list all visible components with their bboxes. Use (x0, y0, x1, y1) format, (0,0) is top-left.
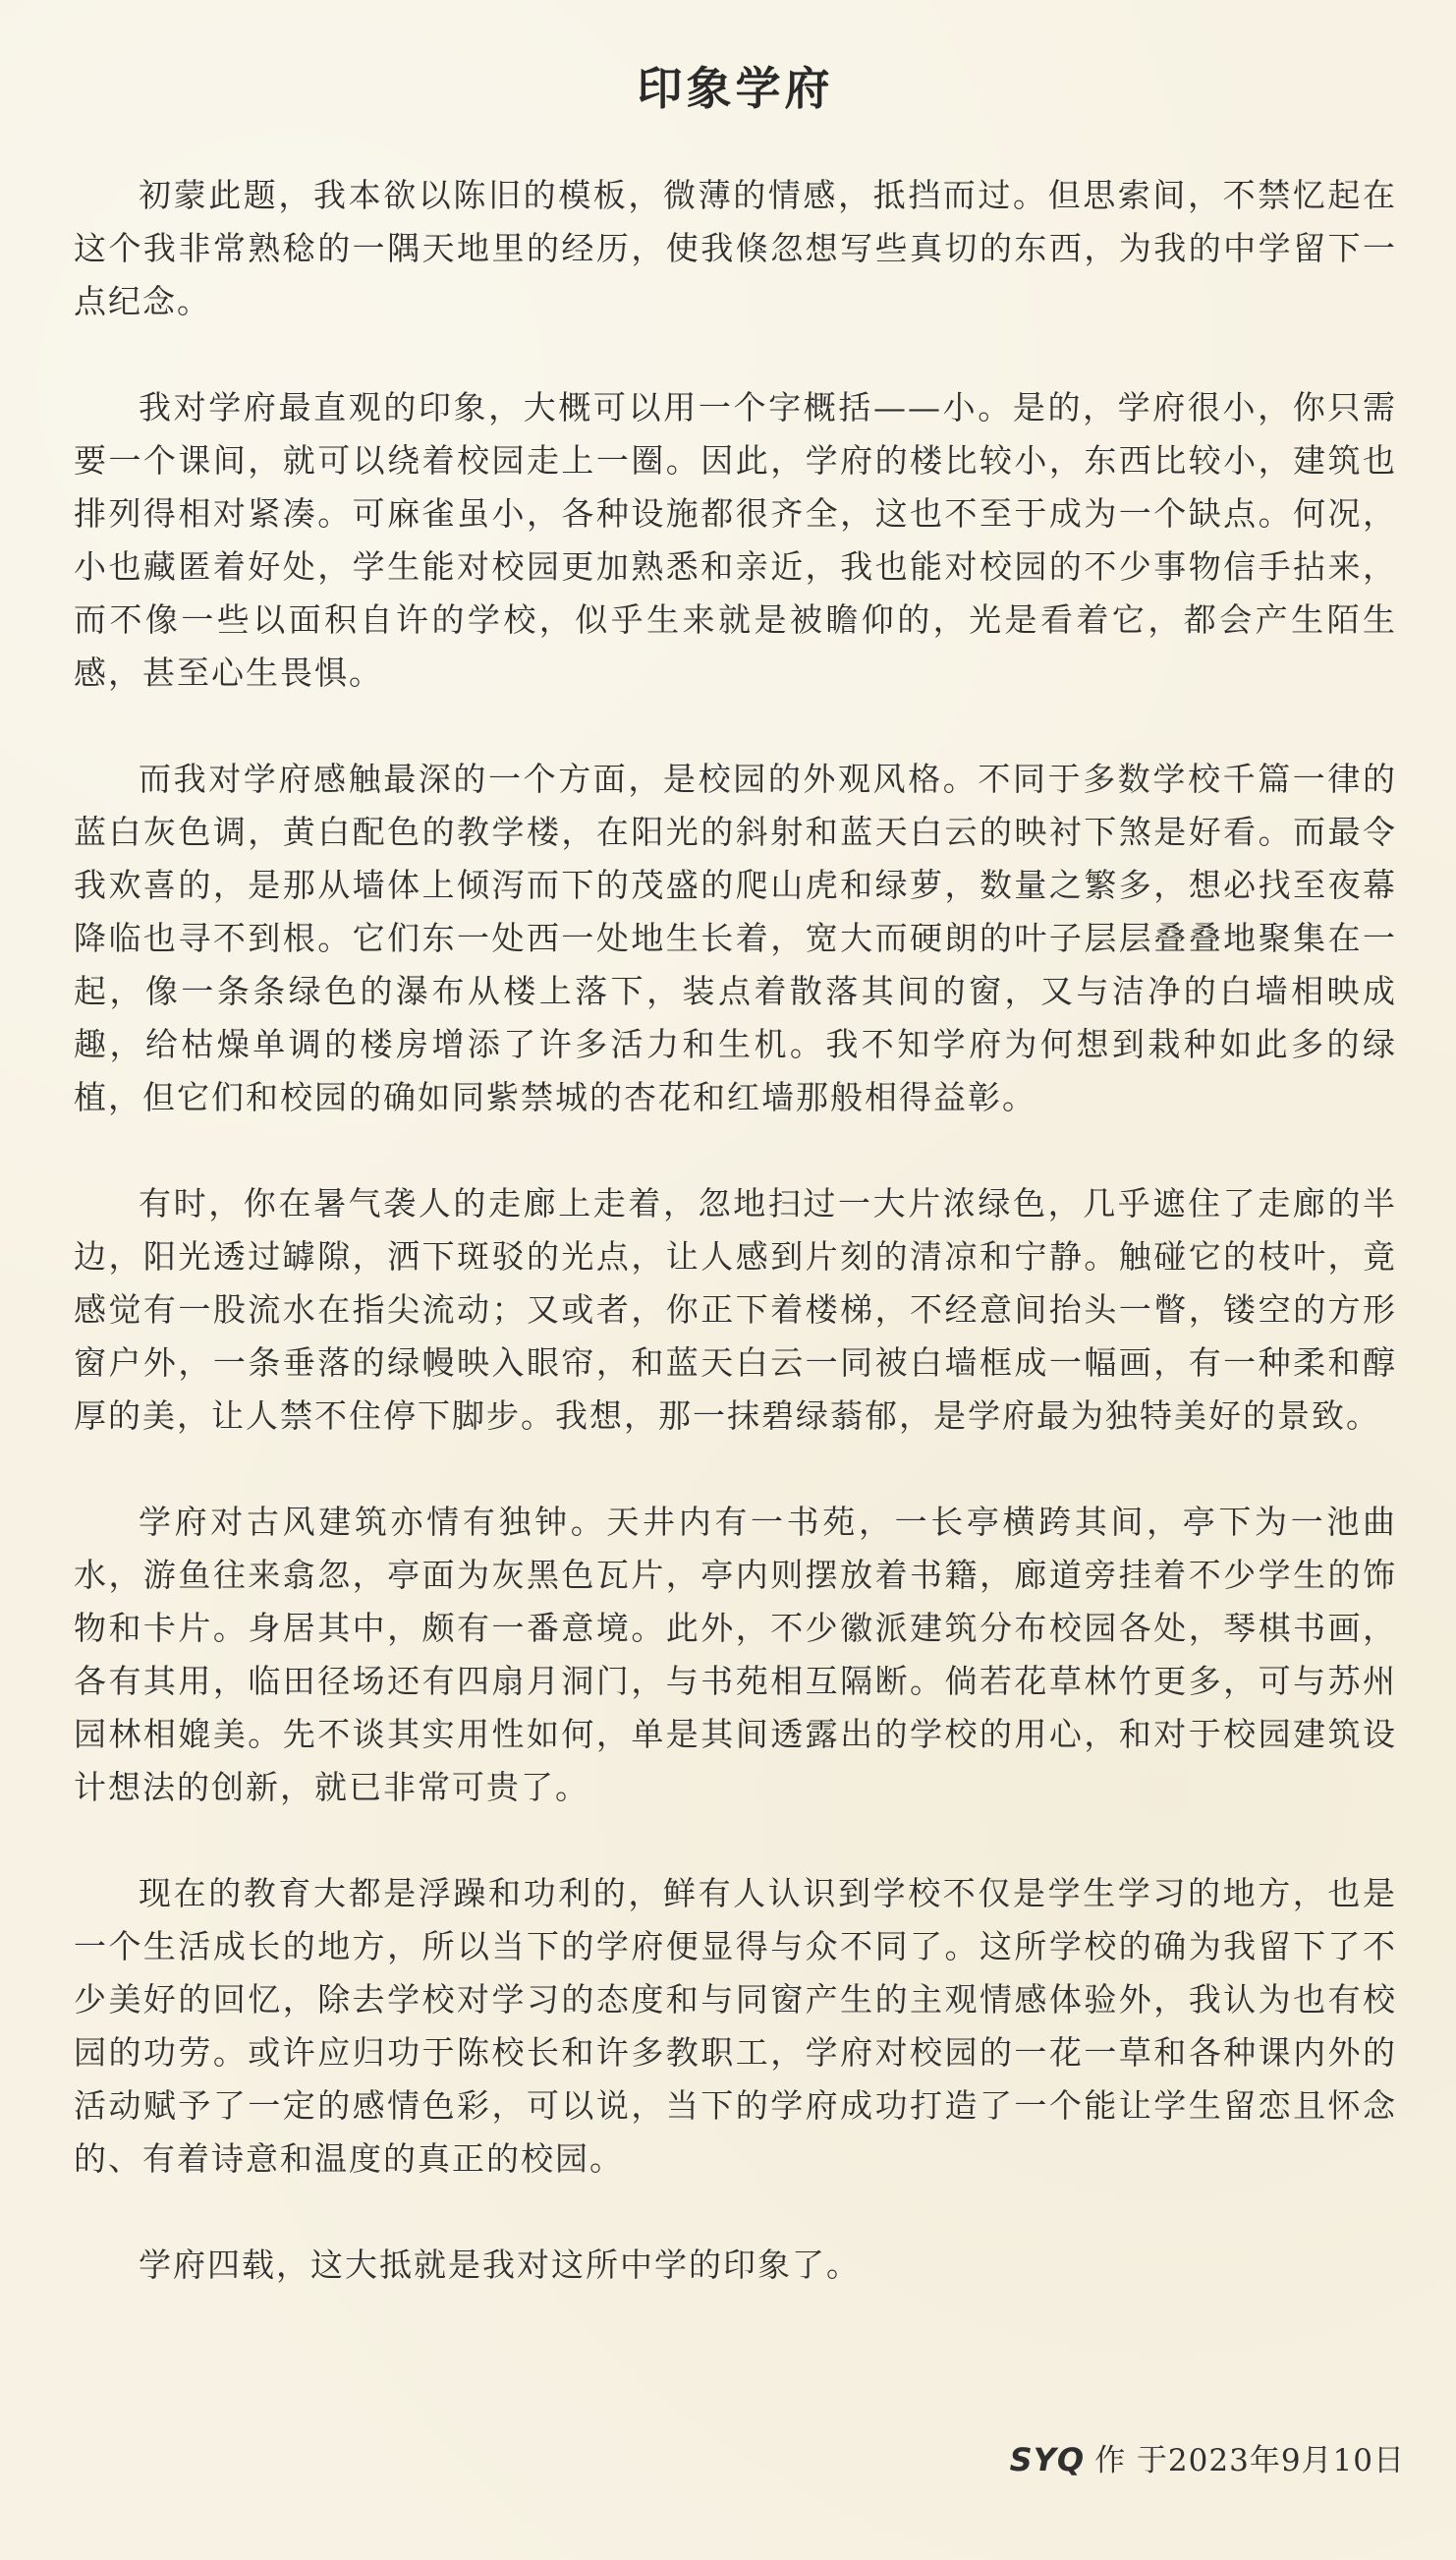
essay-paragraph: 初蒙此题，我本欲以陈旧的模板，微薄的情感，抵挡而过。但思索间，不禁忆起在这个我非常熟稔的一隅天地里的经历，使我倏忽想写些真切的东西，为我的中学留下一点纪念。 (74, 176, 1397, 320)
essay-paragraph: 现在的教育大都是浮躁和功利的，鲜有人认识到学校不仅是学生学习的地方，也是一个生活成长的地方，所以当下的学府便显得与众不同了。这所学校的确为我留下了不少美好的回忆，除去学校对学习的态度和与同窗产生的主观情感体验外，我认为也有校园的功劳。或许应归功于陈校长和许多教职工，学府对校园的一花一草和各种课内外的活动赋予了一定的感情色彩，可以说，当下的学府成功打造了一个能让学生留恋且怀念的、有着诗意和温度的真正的校园。 (74, 1874, 1397, 2178)
essay-paragraph: 学府对古风建筑亦情有独钟。天井内有一书苑，一长亭横跨其间，亭下为一池曲水，游鱼往来翕忽，亭面为灰黑色瓦片，亭内则摆放着书籍，廊道旁挂着不少学生的饰物和卡片。身居其中，颇有一番意境。此外，不少徽派建筑分布校园各处，琴棋书画，各有其用，临田径场还有四扇月洞门，与书苑相互隔断。倘若花草林竹更多，可与苏州园林相媲美。先不谈其实用性如何，单是其间透露出的学校的用心，和对于校园建筑设计想法的创新，就已非常可贵了。 (74, 1503, 1397, 1806)
author-signature: SYQ (1009, 2441, 1086, 2478)
essay-body (74, 169, 1397, 2292)
signature-date: 作 于2023年9月10日 (1094, 2443, 1405, 2478)
essay-paragraph: 有时，你在暑气袭人的走廊上走着，忽地扫过一大片浓绿色，几乎遮住了走廊的半边，阳光透过罅隙，洒下斑驳的光点，让人感到片刻的清凉和宁静。触碰它的枝叶，竟感觉有一股流水在指尖流动；又或者，你正下着楼梯，不经意间抬头一瞥，镂空的方形窗户外，一条垂落的绿幔映入眼帘，和蓝天白云一同被白墙框成一幅画，有一种柔和醇厚的美，让人禁不住停下脚步。我想，那一抹碧绿蓊郁，是学府最为独特美好的景致。 (74, 1184, 1397, 1435)
essay-paragraph: 学府四载，这大抵就是我对这所中学的印象了。 (139, 2246, 861, 2284)
essay-paragraph: 而我对学府感触最深的一个方面，是校园的外观风格。不同于多数学校千篇一律的蓝白灰色调，黄白配色的教学楼，在阳光的斜射和蓝天白云的映衬下煞是好看。而最令我欢喜的，是那从墙体上倾泻而下的茂盛的爬山虎和绿萝，数量之繁多，想必找至夜幕降临也寻不到根。它们东一处西一处地生长着，宽大而硬朗的叶子层层叠叠地聚集在一起，像一条条绿色的瀑布从楼上落下，装点着散落其间的窗，又与洁净的白墙相映成趣，给枯燥单调的楼房增添了许多活力和生机。我不知学府为何想到栽种如此多的绿植，但它们和校园的确如同紫禁城的杏花和红墙那般相得益彰。 (74, 760, 1397, 1116)
essay-paragraph: 我对学府最直观的印象，大概可以用一个字概括——小。是的，学府很小，你只需要一个课间，就可以绕着校园走上一圈。因此，学府的楼比较小，东西比较小，建筑也排列得相对紧凑。可麻雀虽小，各种设施都很齐全，这也不至于成为一个缺点。何况，小也藏匿着好处，学生能对校园更加熟悉和亲近，我也能对校园的不少事物信手拈来，而不像一些以面积自许的学校，似乎生来就是被瞻仰的，光是看着它，都会产生陌生感，甚至心生畏惧。 (74, 388, 1397, 692)
signature-line (1010, 2435, 1405, 2479)
essay-title: 印象学府 (637, 62, 834, 115)
